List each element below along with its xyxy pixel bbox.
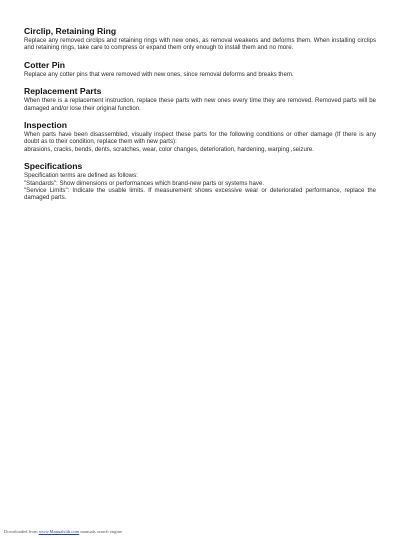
- section-paragraph: "Standards": Show dimensions or performances which brand-new parts or systems have.: [24, 179, 265, 187]
- section-paragraph: Specification terms are defined as follows:: [24, 172, 138, 180]
- section-cotter-pin: [24, 60, 376, 78]
- download-footer: [4, 529, 122, 535]
- section-circlip: [24, 26, 376, 52]
- section-inspection: [24, 120, 376, 153]
- section-paragraph: Replace any removed circlips and retaining rings with new ones, as removal weakens and deforms them. When installing circlips and retaining rings, take care to compress or expand them only enough to install them and no more.: [24, 37, 376, 52]
- footer-prefix: Downloaded from: [4, 529, 38, 534]
- section-specifications: [24, 161, 376, 202]
- section-heading: Circlip, Retaining Ring: [24, 26, 117, 36]
- section-paragraph: abrasions, cracks, bends, dents, scratches, wear, color changes, deterioration, hardening, warping ,seizure.: [24, 145, 314, 153]
- footer-suffix: manuals search engine: [80, 529, 122, 534]
- document-page: [24, 26, 376, 210]
- section-paragraph: Replace any cotter pins that were removed with new ones, since removal deforms and breaks them.: [24, 70, 294, 78]
- section-paragraph: "Service Limits": Indicate the usable limits. If measurement shows excessive wear or deteriorated performance, replace the damaged parts.: [24, 187, 376, 202]
- footer-link[interactable]: www.Manualslib.com: [38, 529, 80, 534]
- section-paragraph: When there is a replacement instruction, replace these parts with new ones every time they are removed. Removed parts will be damaged and/or lose their original function.: [24, 97, 376, 112]
- section-paragraph: When parts have been disassembled, visually inspect these parts for the following conditions or other damage (If there is any doubt as to their condition, replace them with new parts):: [24, 131, 376, 146]
- section-heading: Specifications: [24, 161, 83, 172]
- section-heading: Cotter Pin: [24, 59, 66, 70]
- section-heading: Replacement Parts: [24, 86, 102, 97]
- section-heading: Inspection: [24, 120, 67, 131]
- section-replacement-parts: [24, 86, 376, 112]
